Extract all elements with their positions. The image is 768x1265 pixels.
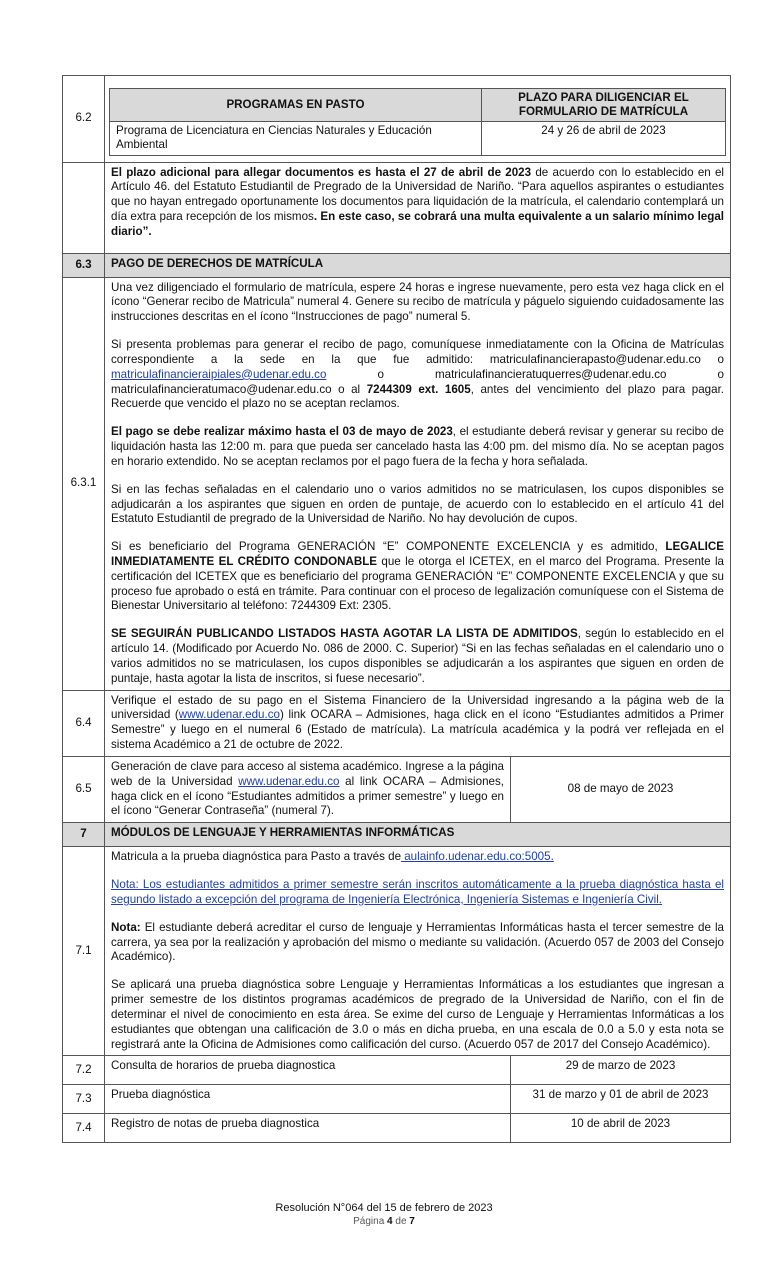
row-number: 7: [63, 823, 105, 847]
row-6-3: [63, 253, 731, 277]
payment-instructions: Una vez diligenciado el formulario de matrícula, espere 24 horas e ingrese nuevamente, pero esta vez haga click en el ícono “Generar recibo de Matricula” numeral 4. Genere su recibo de matrícula y páguelo siguiendo cuidadosamente las instrucciones descritas en el ícono “Instrucciones de pago” numeral 5. Si presenta problemas para generar el recibo de pago, comuníquese inmediatamente con la Oficina de Matrículas correspondiente a la sede en la que fue admitido: matriculafinancierapasto@udenar.edu.co o matriculafinancieraipiales@udenar.edu.co o matriculafinancieratuquerres@udenar.edu.co o matriculafinancieratumaco@udenar.edu.co o al 7244309 ext. 1605, antes del vencimiento del plazo para pagar. Recuerde que vencido el plazo no se aceptan reclamos. El pago se debe realizar máximo hasta el 03 de mayo de 2023, el estudiante deberá revisar y generar su recibo de liquidación hasta las 12:00 m. para que pueda ser cancelado hasta las 4:00 pm. del mismo día. No se aceptan pagos en horario extendido. No se aceptan reclamos por el pago fuera de la fecha y hora señalada. Si en las fechas señaladas en el calendario uno o varios admitidos no se matriculasen, los cupos disponibles se adjudicarán a los aspirantes que siguen en orden de puntaje, de acuerdo con lo establecido en el artículo 41 del Estatuto Estudiantil de pregrado de la Universidad de Nariño. No hay devolución de cupos. Si es beneficiario del Programa GENERACIÓN “E” COMPONENTE EXCELENCIA y es admitido, LEGALICE INMEDIATAMENTE EL CRÉDITO CONDONABLE que le otorga el ICETEX, en el marco del Programa. Presente la certificación del ICETEX que es beneficiario del programa GENERACIÓN “E” COMPONENTE EXCELENCIA y que su proceso fue aprobado o está en trámite. Para continuar con el proceso de legalización comuníquese con el Sistema de Bienestar Universitario al teléfono: 7244309 Ext: 2305. SE SEGUIRÁN PUBLICANDO LISTADOS HASTA AGOTAR LA LISTA DE ADMITIDOS, según lo establecido en el artículo 14. (Modificado por Acuerdo No. 086 de 2000. C. Superior) “Si en las fechas señaladas en el calendario uno o varios admitidos no se matriculasen, los cupos disponibles se adjudicarán a los aspirantes que siguen en orden de puntaje, hasta agotar la lista de inscritos, si fuese necesario”.: [105, 277, 731, 690]
row-number: 6.2: [63, 76, 105, 163]
program-name: Programa de Licenciatura en Ciencias Naturales y Educación Ambiental: [110, 122, 482, 155]
additional-deadline-text: El plazo adicional para allegar documentos es hasta el 27 de abril de 2023 de acuerdo con lo establecido en el Artículo 46. del Estatuto Estudiantil de Pregrado de la Universidad de Nariño. “Para aquellos aspirantes o estudiantes que no hayan entregado oportunamente los documentos para liquidación de la matrícula, el calendario contemplará un día extra para recepción de los mismos. En este caso, se cobrará una multa equivalente a un salario mínimo legal diario”.: [105, 162, 731, 253]
row-additional-deadline: [63, 162, 731, 253]
section-title: MÓDULOS DE LENGUAJE Y HERRAMIENTAS INFORMÁTICAS: [105, 823, 731, 847]
row-7: [63, 823, 731, 847]
row-date: 10 de abril de 2023: [511, 1114, 731, 1143]
row-number: 7.1: [63, 847, 105, 1056]
row-7-3: [63, 1085, 731, 1114]
resolution-reference: Resolución N°064 del 15 de febrero de 2023: [275, 1202, 493, 1214]
row-7-2: [63, 1056, 731, 1085]
column-header-programs: PROGRAMAS EN PASTO: [110, 89, 482, 122]
row-description: Consulta de horarios de prueba diagnostica: [105, 1056, 511, 1085]
page-number: Página 4 de 7: [353, 1216, 415, 1228]
row-number: 7.4: [63, 1114, 105, 1143]
row-number: 6.4: [63, 690, 105, 756]
row-date: 29 de marzo de 2023: [511, 1056, 731, 1085]
row-description: Registro de notas de prueba diagnostica: [105, 1114, 511, 1143]
page-footer: [0, 1201, 768, 1228]
password-generation-text: Generación de clave para acceso al sistema académico. Ingrese a la página web de la Universidad www.udenar.edu.co al link OCARA – Admisiones, haga click en el ícono “Estudiantes admitidos a primer semestre” y luego en el ícono “Generar Contraseña” (numeral 7).: [105, 756, 511, 822]
aulainfo-link[interactable]: aulainfo.udenar.edu.co:5005.: [401, 850, 554, 864]
row-6-4: [63, 690, 731, 756]
section-title: PAGO DE DERECHOS DE MATRÍCULA: [105, 253, 731, 277]
diagnostic-test-info: Matricula a la prueba diagnóstica para Pasto a través de aulainfo.udenar.edu.co:5005. Nota: Los estudiantes admitidos a primer semestre serán inscritos automáticamente a la prueba diagnóstica hasta el segundo listado a excepción del programa de Ingeniería Electrónica, Ingeniería Sistemas e Ingeniería Civil. Nota: El estudiante deberá acreditar el curso de lenguaje y Herramientas Informáticas hasta el tercer semestre de la carrera, ya sea por la realización y aprobación del mismo o mediante su validación. (Acuerdo 057 de 2003 del Consejo Académico). Se aplicará una prueba diagnóstica sobre Lenguaje y Herramientas Informáticas a los estudiantes que ingresan a primer semestre de los distintos programas académicos de pregrado de la Universidad de Nariño, con el fin de determinar el nivel de conocimiento en esta área. Se exime del curso de Lenguaje y Herramientas Informáticas a los estudiantes que obtengan una calificación de 3.0 o más en dicha prueba, en una escala de 0.0 a 5.0 y esta nota se registrará ante la Oficina de Admisiones como calificación del curso. (Acuerdo 057 de 2017 del Consejo Académico).: [105, 847, 731, 1056]
programs-table: [109, 88, 726, 156]
program-deadline: 24 y 26 de abril de 2023: [482, 122, 726, 155]
row-6-2: [63, 76, 731, 163]
row-number: 6.5: [63, 756, 105, 822]
row-date: 31 de marzo y 01 de abril de 2023: [511, 1085, 731, 1114]
row-7-1: [63, 847, 731, 1056]
row-number: 6.3.1: [63, 277, 105, 690]
row-6-3-1: [63, 277, 731, 690]
calendar-table: [62, 75, 731, 1143]
payment-status-text: Verifique el estado de su pago en el Sistema Financiero de la Universidad ingresando a la página web de la universidad (www.udenar.edu.co) link OCARA – Admisiones, haga click en el ícono “Estudiantes admitidos a Primer Semestre” y luego en el numeral 6 (Estado de matrícula). La matrícula académica y la podrá ver reflejada en el sistema Académico a 21 de octubre de 2022.: [105, 690, 731, 756]
row-number: 6.3: [63, 253, 105, 277]
udenar-link[interactable]: www.udenar.edu.co: [238, 774, 340, 788]
row-description: Prueba diagnóstica: [105, 1085, 511, 1114]
row-number: 7.2: [63, 1056, 105, 1085]
password-generation-date: 08 de mayo de 2023: [511, 756, 731, 822]
row-7-4: [63, 1114, 731, 1143]
note-automatic-enrollment[interactable]: Nota: Los estudiantes admitidos a primer semestre serán inscritos automáticamente a la prueba diagnóstica hasta el segundo listado a excepción del programa de Ingeniería Electrónica, Ingeniería Sistemas e Ingeniería Civil.: [111, 878, 724, 906]
document-page: [62, 75, 730, 1143]
email-link-ipiales[interactable]: matriculafinancieraipiales@udenar.edu.co: [111, 367, 327, 381]
row-6-5: [63, 756, 731, 822]
udenar-link[interactable]: www.udenar.edu.co: [178, 708, 280, 722]
row-number: 7.3: [63, 1085, 105, 1114]
column-header-deadline: PLAZO PARA DILIGENCIAR EL FORMULARIO DE MATRÍCULA: [482, 89, 726, 122]
